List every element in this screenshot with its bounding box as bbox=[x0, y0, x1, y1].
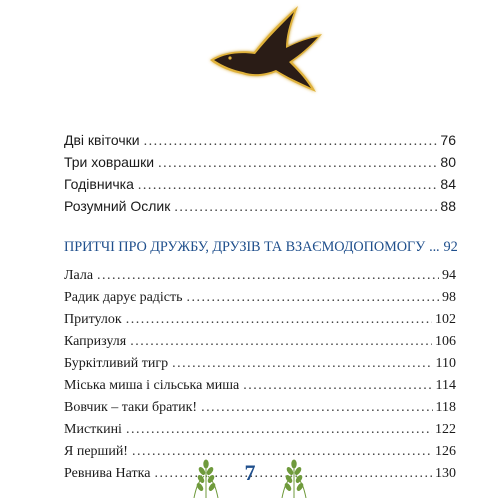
toc-entry-title: Годівничка bbox=[64, 176, 134, 192]
toc-leader-dots bbox=[126, 310, 432, 330]
toc-entry-page: 76 bbox=[440, 132, 456, 148]
toc-entry-title: Я перший! bbox=[64, 444, 128, 459]
toc-entry-title: Вовчик – таки братик! bbox=[64, 400, 198, 415]
toc-entry[interactable] bbox=[64, 196, 456, 216]
toc-leader-dots bbox=[130, 332, 432, 352]
section-heading-page: 92 bbox=[443, 239, 458, 255]
toc-entry[interactable] bbox=[64, 288, 456, 308]
toc-entry-page: 88 bbox=[440, 198, 456, 214]
toc-entry-page: 110 bbox=[435, 356, 456, 371]
toc-entry[interactable] bbox=[64, 310, 456, 330]
bird-illustration bbox=[188, 0, 348, 100]
page-number: 7 bbox=[244, 460, 256, 485]
toc-entry-page: 94 bbox=[442, 268, 456, 283]
toc-entry-page: 118 bbox=[435, 400, 456, 415]
toc-entry-title: Ревнива Натка bbox=[64, 466, 151, 481]
toc-entry-page: 130 bbox=[435, 466, 456, 481]
toc-leader-dots bbox=[243, 376, 432, 396]
toc-leader-dots bbox=[187, 288, 439, 308]
toc-entry-title: Капризуля bbox=[64, 334, 127, 349]
page-footer bbox=[0, 452, 500, 500]
toc-leader-dots bbox=[144, 132, 438, 152]
toc-leader-dots bbox=[158, 154, 437, 174]
toc-entry-page: 84 bbox=[440, 176, 456, 192]
toc-entry[interactable] bbox=[64, 332, 456, 352]
toc-entry-title: Притулок bbox=[64, 312, 122, 327]
toc-entry-page: 126 bbox=[435, 444, 456, 459]
toc-leader-dots bbox=[97, 266, 439, 286]
wheat-ornament-right-icon bbox=[276, 458, 312, 498]
toc-entry[interactable] bbox=[64, 266, 456, 286]
toc-entry-title: Радик дарує радість bbox=[64, 290, 183, 305]
toc-entry-page: 114 bbox=[435, 378, 456, 393]
wheat-ornament-left-icon bbox=[188, 458, 224, 498]
toc-entry-page: 122 bbox=[435, 422, 456, 437]
toc-entry-page: 80 bbox=[440, 154, 456, 170]
toc-leader-dots bbox=[138, 176, 438, 196]
toc-entry-title: Буркітливий тигр bbox=[64, 356, 169, 371]
toc-entry[interactable] bbox=[64, 152, 456, 172]
toc-entry-page: 102 bbox=[435, 312, 456, 327]
toc-entry[interactable] bbox=[64, 420, 456, 440]
toc-entry-title: Розумний Ослик bbox=[64, 198, 171, 214]
toc-leader-dots bbox=[126, 420, 432, 440]
toc-entry-title: Мисткині bbox=[64, 422, 122, 437]
toc-entry-page: 98 bbox=[442, 290, 456, 305]
toc-entry-title: Дві квіточки bbox=[64, 132, 140, 148]
toc-entry-title: Три ховрашки bbox=[64, 154, 155, 170]
toc-entry[interactable] bbox=[64, 398, 456, 418]
section-heading-dots: ... bbox=[429, 239, 440, 255]
toc-leader-dots bbox=[174, 198, 437, 218]
toc-entry[interactable] bbox=[64, 130, 456, 150]
toc-entry[interactable] bbox=[64, 376, 456, 396]
toc-leader-dots bbox=[201, 398, 432, 418]
toc-leader-dots bbox=[172, 354, 432, 374]
section-heading[interactable] bbox=[64, 236, 458, 258]
toc-entry[interactable] bbox=[64, 174, 456, 194]
toc-entry-title: Лала bbox=[64, 268, 94, 283]
toc-entry-page: 106 bbox=[435, 334, 456, 349]
section-heading-title: ПРИТЧІ ПРО ДРУЖБУ, ДРУЗІВ ТА ВЗАЄМОДОПОМОГУ bbox=[64, 239, 426, 255]
toc-entry[interactable] bbox=[64, 354, 456, 374]
toc-entry-title: Міська миша і сільська миша bbox=[64, 378, 240, 393]
